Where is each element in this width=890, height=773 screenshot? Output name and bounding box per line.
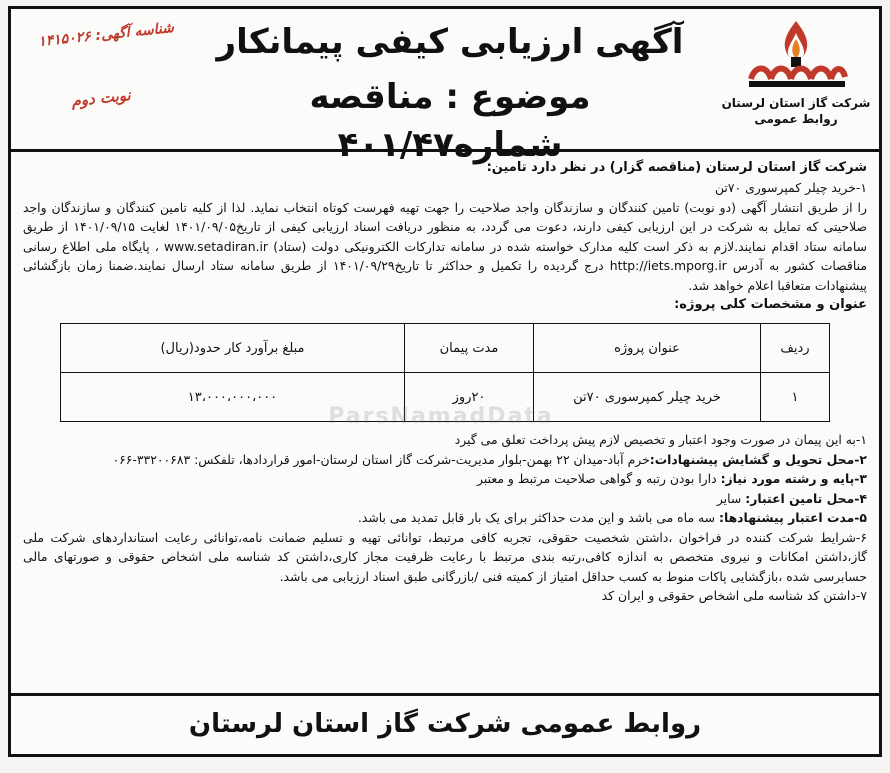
table-header-cell: ردیف bbox=[761, 324, 830, 373]
intro-item: ۱-خرید چیلر کمپرسوری ۷۰تن bbox=[714, 180, 867, 195]
condition-item: ۶-شرایط شرکت کننده در فراخوان ،داشتن شخصیت حقوقی، تجربه کافی مرتبط، توانائی تهیه و تسلیم ضمانت نامه،توانائی رعایت استانداردهای شرکت ملی گاز،داشتن امکانات و نیروی متخصص به اندازه کافی،رتبه بندی مرتبط با رعایت ظرفیت مجاز کاری،داشتن کد شناسه ملی اشخاص حقوقی و صورتهای مالی حسابرسی شده ،بازگشایی پاکات منوط به کسب حداقل امتیاز از کمیته فنی /بازرگانی طبق اسناد ارزیابی می باشد. bbox=[23, 529, 867, 584]
notice-header bbox=[11, 9, 879, 165]
table-header-row bbox=[61, 324, 830, 373]
notice-subject: موضوع : مناقصه شماره۴۰۱/۴۷ bbox=[309, 77, 591, 165]
notice-footer: روابط عمومی شرکت گاز استان لرستان bbox=[11, 693, 879, 754]
tender-notice bbox=[8, 6, 882, 757]
table-header-cell: مدت پیمان bbox=[405, 324, 534, 373]
gas-company-logo-icon bbox=[741, 17, 851, 95]
title-block bbox=[201, 19, 699, 169]
table-header-cell: مبلغ برآورد کار حدود(ریال) bbox=[61, 324, 405, 373]
condition-item: ۲-محل تحویل و گشایش پیشنهادات:خرم آباد-میدان ۲۲ بهمن-بلوار مدیریت-شرکت گاز استان لرستان-امور قراردادها، تلفکس: ۳۳۲۰۰۶۸۳-۰۶۶ bbox=[112, 451, 867, 467]
watermark: ParsNamadData bbox=[328, 404, 554, 429]
intro-paragraph: را از طریق انتشار آگهی (دو نوبت) تامین کنندگان و سازندگان واجد صلاحیت را جهت تهیه فهرست کوتاه انتخاب نماید. لذا از کلیه تامین کنندگان و سازندگان واجد صلاحیتی که تمایل به شرکت در این ارزیابی کیفی دارند، دعوت می گردد، به منظور دریافت اسناد ارزیابی کیفی از تاریخ۱۴۰۱/۰۹/۰۵ لغایت ۱۴۰۱/۰۹/۱۵ از طریق سامانه ستاد اقدام نمایند.لازم به ذکر است کلیه مدارک خواسته شده در سامانه تدارکات الکترونیکی دولت (ستاد) www.setadiran.ir ، پایگاه ملی اطلاع رسانی مناقصات کشور به آدرس http://iets.mporg.ir درج گردیده را تکمیل و حداکثر تا تاریخ۱۴۰۱/۰۹/۲۹ از طریق سامانه ستاد ارسال نمایند.ضمنا زمان بازگشائی پیشنهادات متعاقبا اعلام خواهد شد. bbox=[23, 199, 868, 293]
notice-body bbox=[11, 152, 879, 606]
intro-lead: شرکت گاز استان لرستان (مناقصه گزار) در نظر دارد تامین: bbox=[486, 160, 867, 175]
table-cell: ۲۰روز bbox=[405, 373, 534, 422]
table-cell: ۱۳،۰۰۰،۰۰۰،۰۰۰ bbox=[61, 373, 405, 422]
table-cell: ۱ bbox=[761, 373, 830, 422]
table-cell: خرید چیلر کمپرسوری ۷۰تن bbox=[534, 373, 761, 422]
notice-title: آگهی ارزیابی کیفی پیمانکار bbox=[216, 22, 684, 62]
project-table bbox=[60, 323, 830, 422]
condition-item: ۱-به این پیمان در صورت وجود اعتبار و تخصیص لازم پیش پرداخت تعلق می گیرد bbox=[454, 432, 867, 447]
project-heading: عنوان و مشخصات کلی پروژه: bbox=[674, 297, 867, 312]
condition-item: ۴-محل تامین اعتبار: سایر bbox=[716, 490, 867, 506]
condition-item: ۷-داشتن کد شناسه ملی اشخاص حقوقی و ایران کد bbox=[601, 588, 867, 603]
table-row bbox=[61, 373, 830, 422]
company-logo-block bbox=[721, 17, 871, 137]
condition-item: ۵-مدت اعتبار پیشنهادها: سه ماه می باشد و این مدت حداکثر برای یک بار قابل تمدید می باشد. bbox=[357, 510, 867, 525]
ad-round-stamp: نوبت دوم bbox=[70, 85, 132, 111]
ad-id-stamp: شناسه آگهی: ۱۴۱۵۰۲۶ bbox=[37, 19, 175, 51]
logo-company-name: شرکت گاز استان لرستان bbox=[721, 96, 871, 110]
logo-department: روابط عمومی bbox=[754, 112, 838, 126]
condition-item: ۳-پایه و رشته مورد نیاز: دارا بودن رتبه و گواهی صلاحیت مرتبط و معتبر bbox=[477, 471, 867, 486]
table-header-cell: عنوان پروژه bbox=[534, 324, 761, 373]
